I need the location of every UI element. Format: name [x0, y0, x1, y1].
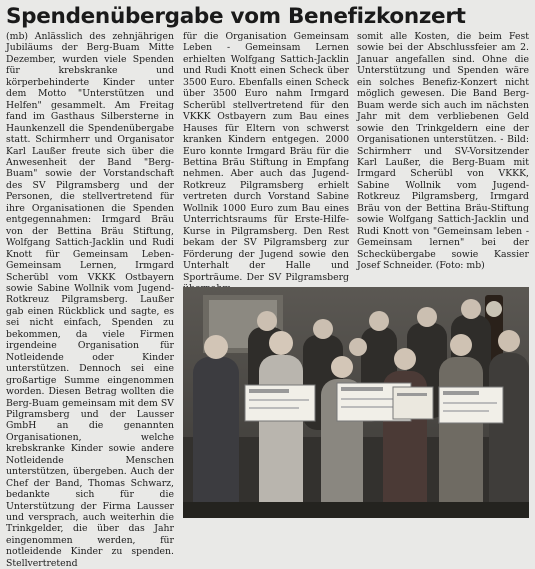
headline: Spendenübergabe vom Benefizkonzert: [6, 4, 466, 29]
cheque-3: [393, 387, 433, 419]
column-2-text: für die Organisation Gemeinsam Leben - Gemeinsam Lernen erhielten Wolfgang Sattich-Jacklin und Rudi Knott einen Scheck über 3500 Euro. Ebenfalls einen Scheck über 3500 Euro nahm Irmgard Scherübl stellvertretend für den VKKK Ostbayern zum Bau eines Hauses für Eltern von schwerst kranken Kindern entgegen. 2000 Euro konnte Irmgard Bräu für die Bettina Bräu Stiftung in Empfang nehmen. Aber auch das Jugend-Rotkreuz Pilgramsberg erhielt vertreten durch Vorstand Sabine Wollnik 1000 Euro zum Bau eines Unterrichtsraums für Erste-Hilfe-Kurse in Pilgramsberg. Den Rest bekam der SV Pilgramsberg zur Förderung der Jugend sowie den Unterhalt der Halle und Sporträume. Der SV Pilgramsberg: [183, 31, 349, 283]
cheques: [245, 383, 503, 423]
group-photo-illustration: [183, 287, 529, 518]
article-column-2: [183, 31, 349, 283]
column-3-text: somit alle Kosten, die beim Fest sowie bei der Abschlussfeier am 2. Januar angefallen sind. Ohne die Unterstützung und Spenden wäre ein solches Benefiz-Konzert nicht möglich gewesen. Die Band Berg-Buam werde sich auch im nächsten Jahr mit dem verbliebenen Geld sowie den Trinkgeldern eine der Organisationen unterstützen. - Bild: Schirmherr und SV-Vorsitzender Karl Laußer, die Berg-Buam mit Irmgard Scherübl von VKKK, Sabine Wollnik vom Jugend-Rotkreuz Pilgramsberg, Irmgard Bräu von der Bettina Bräu-Stiftung sowie Wolfgang Sattich-Jacklin und Rudi Knott von "Gemeinsam leben - Gemeinsam lernen" bei der Scheckübergabe sowie Kassier Josef Schneider. (Foto: mb): [357, 31, 529, 272]
article-column-1: [6, 31, 174, 569]
article-column-3: [357, 31, 529, 277]
group-photo: [183, 287, 529, 518]
column-1-text: (mb) Anlässlich des zehnjährigen Jubiläums der Berg-Buam Mitte Dezember, wurden viele Spenden für krebskranke und körperbehinderte Kinder unter dem Motto "Unterstützen und Helfen" gesammelt. Am Freitag fand im Gasthaus Silbersterne in Haunkenzell die Spendenübergabe statt. Schirmherr und Organisator Karl Laußer freute sich über die Anwesenheit der Band "Berg-Buam" sowie der Vorstandschaft des SV Pilgramsberg und der Personen, die stellvertretend für ihre Organisationen die Spenden entgegennahmen: Irmgard Bräu von der Bettina Bräu Stiftung, Wolfgang Sattich-Jacklin und Rudi Knott für Gemeinsam Leben-Gemeinsam Lernen, Irmgard Scherübl vom VKKK Ostbayern sowie Sabine Wollnik vom Jugend-Rotkreuz Pilgramsberg. Laußer gab einen Rückblick und sagte, es sei nicht einfach, Spenden zu bekommen, da viele Firmen irgendeine Organisation für Notleidende oder Kinder unterstützen. Dennoch sei eine großartige Summe eingenommen worden. Diesen Betrag wollten die Berg-Buam gemeinsam mit dem SV Pilgramsberg und der Lausser GmbH an die genannten Organisationen, welche krebskranke Kinder sowie andere Notleidende Menschen unterstützen, übergeben. Auch der Chef der Band, Thomas Schwarz, bedankte sich für die Unterstützung der Firma Lausser und versprach, auch weiterhin die Trinkgelder, die über das Jahr eingenommen werden, für notleidende Kinder zu spenden. Stellvertretend: [6, 31, 174, 569]
